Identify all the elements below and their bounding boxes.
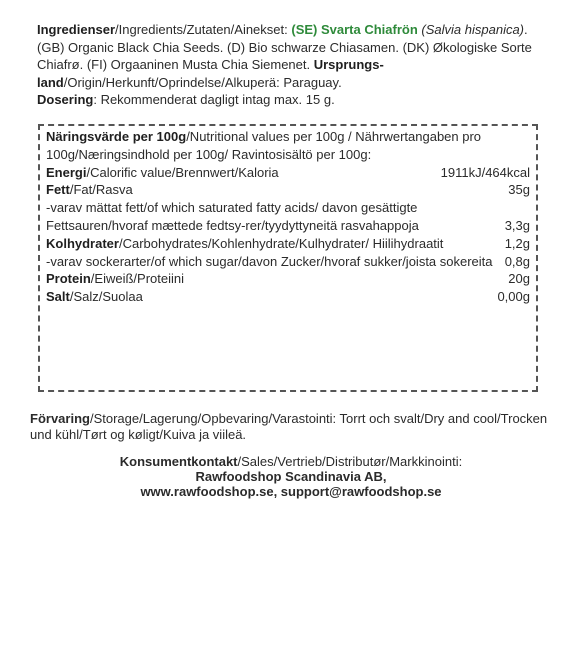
storage-section — [30, 411, 560, 443]
product-name: (SE) Svarta Chiafrön — [291, 22, 418, 37]
nutrient-translations: /Fat/Rasva — [69, 182, 133, 198]
contact-label-translations: /Sales/Vertrieb/Distributør/Markkinointi: — [237, 454, 463, 469]
contact-web-email: www.rawfoodshop.se, support@rawfoodshop.se — [140, 484, 442, 499]
nutrition-header-label: Näringsvärde per 100g — [46, 129, 187, 144]
nutrient-value: 1,2g — [504, 235, 530, 251]
contact-label: Konsumentkontakt — [119, 454, 238, 469]
nutrient-name: Fett — [46, 182, 70, 198]
nutrition-header — [46, 128, 530, 164]
contact-section — [0, 454, 582, 499]
nutrient-value: 1911kJ/464kcal — [440, 164, 530, 180]
nutrition-row-protein — [46, 270, 530, 288]
nutrition-row-carbohydrates — [46, 235, 530, 253]
storage-label: Förvaring — [30, 411, 90, 426]
nutrient-translations: /Eiweiß/Proteiini — [90, 271, 184, 287]
nutrition-row-fat — [46, 181, 530, 199]
nutrition-row-saturated-fat — [46, 199, 530, 235]
ingredient-translations: . (GB) Organic Black Chia Seeds. (D) Bio schwarze Chiasamen. (DK) Økologiske Sorte Chiafrø. (FI) Orgaaninen Musta Chia Siemenet. — [37, 22, 532, 72]
nutrient-name: Kolhydrater — [46, 235, 119, 251]
nutrient-value: 0,8g — [504, 253, 530, 269]
nutrient-translations: /Salz/Suolaa — [69, 289, 143, 305]
ingredients-label: Ingredienser — [37, 22, 116, 37]
nutrition-row-sugars — [46, 253, 530, 271]
nutrition-header-translations: /Nutritional values per 100g / Nährwertangaben pro 100g/Næringsindhold per 100g/ Ravintosisältö per 100g: — [46, 129, 482, 162]
nutrient-translations: /Calorific value/Brennwert/Kaloria — [86, 164, 279, 180]
nutrition-row-energy — [46, 164, 530, 182]
storage-text: /Storage/Lagerung/Opbevaring/Varastointi: Torrt och svalt/Dry and cool/Trocken und kühl/Tørt og køligt/Kuiva ja viileä. — [30, 411, 548, 442]
origin-label: Ursprungs-land — [37, 57, 384, 90]
ingredients-section — [37, 21, 547, 109]
nutrient-name: Salt — [46, 289, 70, 305]
nutrient-translations: -varav mättat fett/of which saturated fatty acids/ davon gesättigte Fettsauren/hvoraf mættede fedtsy-rer/tyydyttyneitä rasvahappoja — [46, 200, 419, 233]
nutrition-row-salt — [46, 288, 530, 306]
nutrition-table — [38, 124, 538, 392]
origin-text: /Origin/Herkunft/Oprindelse/Alkuperä: Paraguay. — [63, 74, 342, 90]
ingredients-label-translations: /Ingredients/Zutaten/Ainekset: — [115, 22, 292, 37]
nutrient-value: 3,3g — [504, 217, 530, 233]
dosage-text: : Rekommenderat dagligt intag max. 15 g. — [93, 92, 335, 107]
dosage-label: Dosering — [37, 92, 94, 107]
nutrient-translations: -varav sockerarter/of which sugar/davon Zucker/hvoraf sukker/joista sokereita — [46, 253, 493, 269]
nutrient-name: Protein — [46, 271, 91, 287]
latin-name: (Salvia hispanica) — [421, 22, 525, 37]
nutrient-value: 0,00g — [497, 289, 530, 305]
company-name: Rawfoodshop Scandinavia AB, — [195, 469, 387, 484]
nutrient-value: 20g — [508, 271, 530, 287]
nutrient-value: 35g — [508, 182, 530, 198]
nutrient-name: Energi — [46, 164, 87, 180]
nutrient-translations: /Carbohydrates/Kohlenhydrate/Kulhydrater/ Hiilihydraatit — [118, 235, 444, 251]
